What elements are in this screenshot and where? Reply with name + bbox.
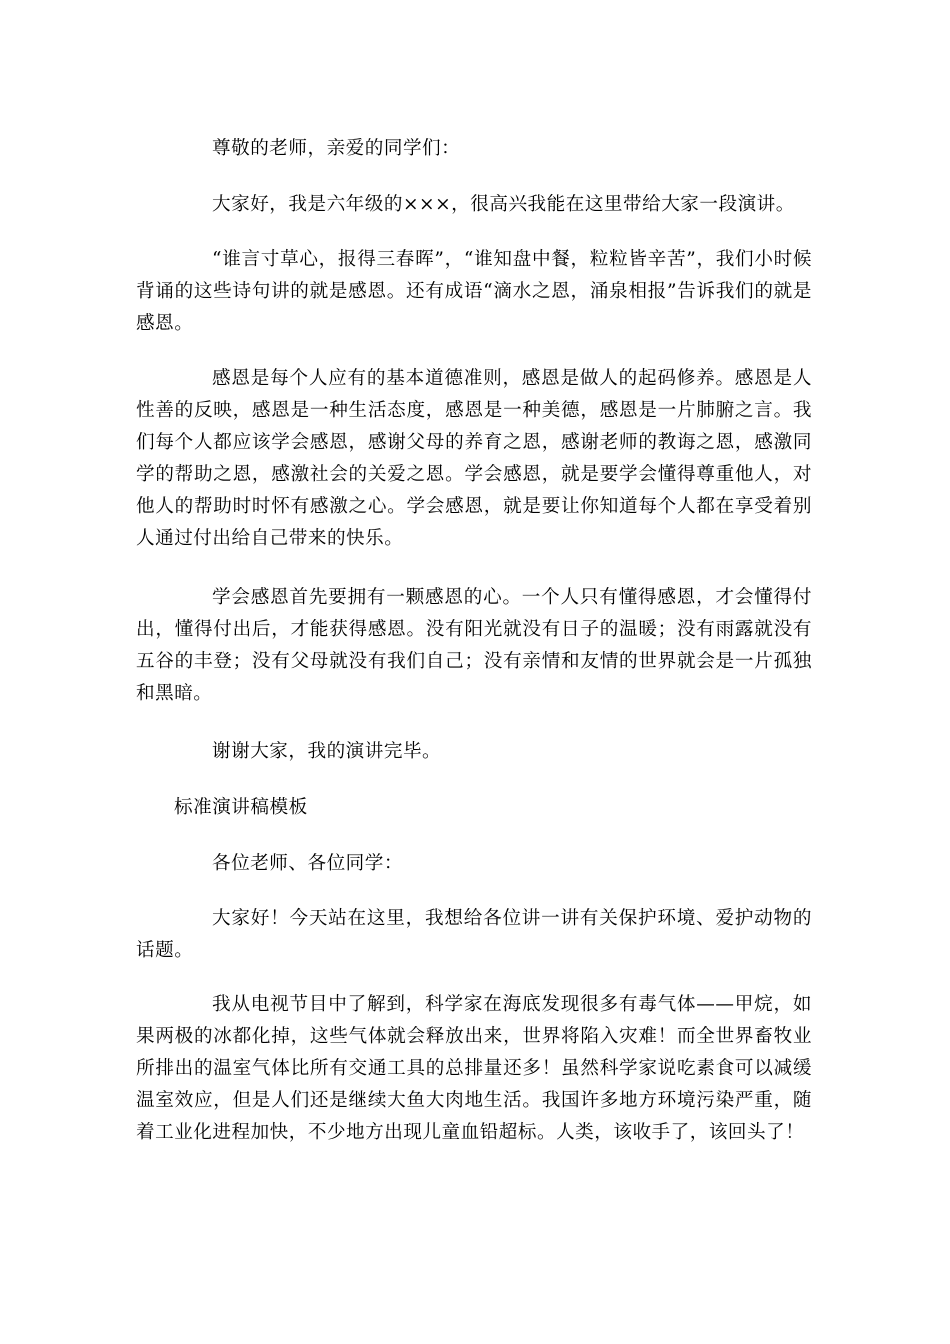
section-heading: 标准演讲稿模板 xyxy=(174,797,308,818)
salutation-2: 各位老师、各位同学： xyxy=(212,853,403,874)
closing-paragraph: 谢谢大家，我的演讲完毕。 xyxy=(212,741,442,762)
environment-paragraph: 我从电视节目中了解到，科学家在海底发现很多有毒气体——甲烷，如果两极的冰都化掉，这些气体就会释放出来，世界将陷入灾难！而全世界畜牧业所排出的温室气体比所有交通工具的总排量还多！虽然科学家说吃素食可以减缓温室效应，但是人们还是继续大鱼大肉地生活。我国许多地方环境污染严重，随着工业化进程加快，不少地方出现儿童血铅超标。人类，该收手了，该回头了！ xyxy=(136,994,812,1143)
greeting-paragraph: 大家好，我是六年级的×××，很高兴我能在这里带给大家一段演讲。 xyxy=(212,194,795,215)
greeting-paragraph-2: 大家好！今天站在这里，我想给各位讲一讲有关保护环境、爱护动物的话题。 xyxy=(136,908,812,961)
salutation: 尊敬的老师，亲爱的同学们： xyxy=(212,138,461,159)
learn-gratitude-paragraph: 学会感恩首先要拥有一颗感恩的心。一个人只有懂得感恩，才会懂得付出，懂得付出后，才能获得感恩。没有阳光就没有日子的温暖；没有雨露就没有五谷的丰登；没有父母就没有我们自己；没有亲情和友情的世界就会是一片孤独和黑暗。 xyxy=(136,587,812,704)
gratitude-paragraph: 感恩是每个人应有的基本道德准则，感恩是做人的起码修养。感恩是人性善的反映，感恩是一种生活态度，感恩是一种美德，感恩是一片肺腑之言。我们每个人都应该学会感恩，感谢父母的养育之恩，感谢老师的教诲之恩，感激同学的帮助之恩，感激社会的关爱之恩。学会感恩，就是要学会懂得尊重他人，对他人的帮助时时怀有感激之心。学会感恩，就是要让你知道每个人都在享受着别人通过付出给自己带来的快乐。 xyxy=(136,368,812,549)
poem-paragraph: “谁言寸草心，报得三春晖”，“谁知盘中餐，粒粒皆辛苦”，我们小时候背诵的这些诗句讲的就是感恩。还有成语“滴水之恩，涌泉相报”告诉我们的就是感恩。 xyxy=(136,249,812,334)
